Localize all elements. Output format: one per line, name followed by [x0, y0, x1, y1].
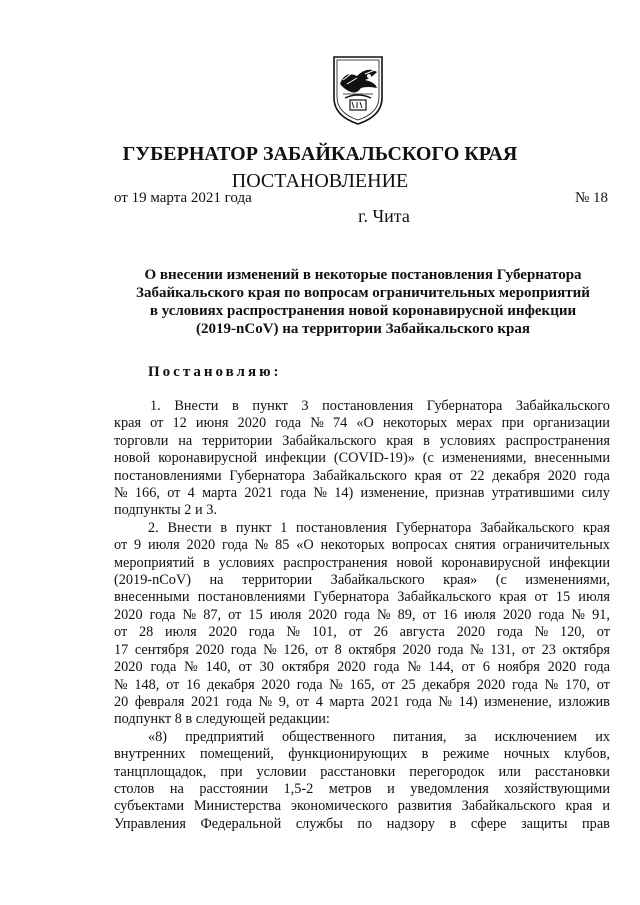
- document-number: № 18: [575, 190, 609, 206]
- body-line: 2020 года № 87, от 15 июля 2020 года № 89, от 16 июля 2020 года № 91,: [114, 606, 610, 623]
- body-line: танцплощадок, при условии расстановки перегородок или расстановки: [114, 763, 610, 780]
- document-type: ПОСТАНОВЛЕНИЕ: [231, 170, 409, 192]
- body-line: 1. Внести в пункт 3 постановления Губернатора Забайкальского: [150, 398, 610, 414]
- body-line: (2019-nCoV) на территории Забайкальского края» (с изменениями,: [114, 572, 610, 589]
- body-line: № 148, от 16 декабря 2020 года № 165, от 25 декабря 2020 года № 170, от: [114, 676, 610, 693]
- document-title: [120, 266, 606, 338]
- body-line: Управления Федеральной службы по надзору в сфере защиты прав: [114, 815, 610, 832]
- title-line: О внесении изменений в некоторые постановления Губернатора: [144, 267, 582, 283]
- body-line: внесенными постановлениями Губернатора Забайкальского края от 15 июля: [114, 589, 610, 606]
- body-line: новой коронавирусной инфекции (COVID-19)» (с изменениями, внесенными: [114, 450, 610, 467]
- title-line: Забайкальского края по вопросам ограничительных мероприятий: [136, 285, 590, 301]
- body-line: «8) предприятий общественного питания, за исключением их: [148, 728, 610, 745]
- body-line: субъектами Министерства экономического развития Забайкальского края и: [114, 798, 610, 815]
- body-line: от 9 июля 2020 года № 85 «О некоторых вопросах снятия ограничительных: [114, 537, 610, 554]
- coat-of-arms-emblem: [331, 54, 385, 126]
- issuing-authority: ГУБЕРНАТОР ЗАБАЙКАЛЬСКОГО КРАЯ: [122, 143, 518, 165]
- body-line: 20 февраля 2021 года № 9, от 4 марта 2021 года № 14) изменение, изложив: [114, 693, 610, 710]
- title-line: в условиях распространения новой коронавирусной инфекции: [149, 303, 577, 319]
- document-body: [114, 398, 610, 833]
- body-line: 2. Внести в пункт 1 постановления Губернатора Забайкальского края: [148, 519, 610, 536]
- body-line: столов на расстоянии 1,5-2 метров и уведомления хозяйствующими: [114, 780, 610, 797]
- title-line: (2019-nCoV) на территории Забайкальского края: [196, 321, 530, 337]
- body-line: края от 12 июня 2020 года № 74 «О некоторых мерах при организации: [114, 415, 610, 432]
- body-line: торговли на территории Забайкальского края в условиях распространения: [114, 432, 610, 449]
- body-line: мероприятий в условиях распространения новой коронавирусной инфекции: [114, 554, 610, 571]
- body-line: постановлениями Губернатора Забайкальского края от 22 декабря 2020 года: [114, 467, 610, 484]
- city: г. Чита: [358, 206, 410, 226]
- body-line: 17 сентября 2020 года № 126, от 8 октября 2020 года № 131, от 23 октября: [114, 641, 610, 658]
- body-line: внутренних помещений, функционирующих в режиме ночных клубов,: [114, 746, 610, 763]
- body-line: подпункты 2 и 3.: [114, 502, 217, 519]
- body-line: № 166, от 4 марта 2021 года № 14) изменение, признав утратившими силу: [114, 485, 610, 502]
- body-line: 2020 года № 140, от 30 октября 2020 года № 144, от 6 ноября 2020 года: [114, 659, 610, 676]
- document-date: от 19 марта 2021 года: [114, 190, 252, 206]
- body-line: от 28 июля 2020 года № 101, от 26 августа 2020 года № 120, от: [114, 624, 610, 641]
- body-line: подпункт 8 в следующей редакции:: [114, 711, 330, 728]
- resolve-heading: Постановляю:: [148, 364, 282, 380]
